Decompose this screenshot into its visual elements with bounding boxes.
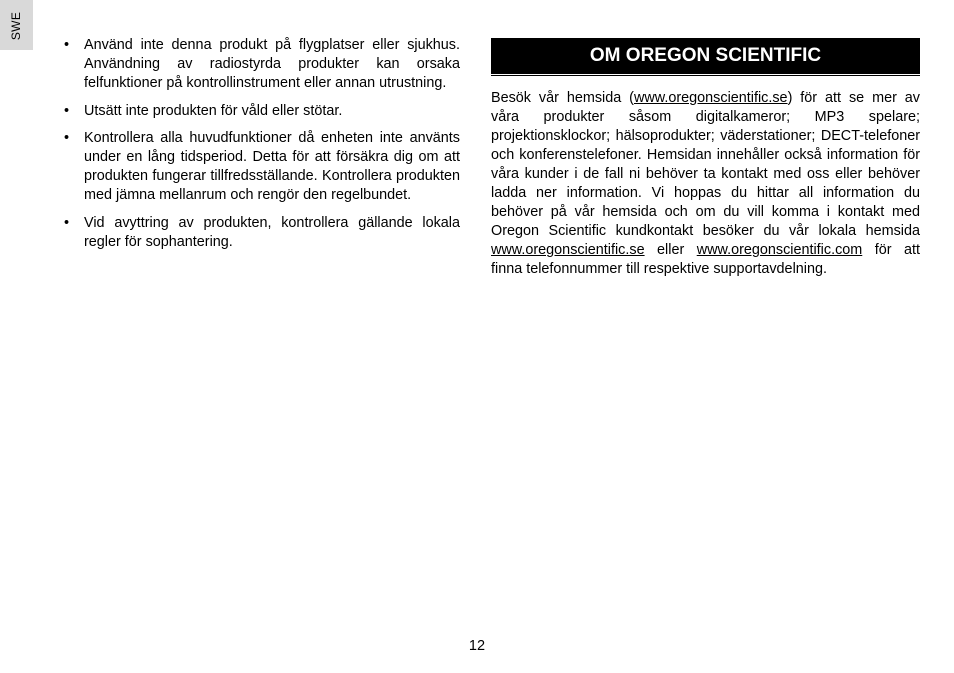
list-item — [63, 36, 460, 94]
language-tab — [0, 0, 33, 50]
bullet: • — [64, 214, 70, 231]
bullet: • — [64, 129, 70, 146]
list-item-text: Utsätt inte produkten för våld eller stötar. — [84, 102, 343, 119]
list-item-text: Kontrollera alla huvudfunktioner då enheten inte använts under en lång tidsperiod. Detta för att försäkra dig om att produkten fungerar tillfredsställande. Kontrollera produkten med jämna mellanrum och rengör den regelbundet. — [84, 129, 460, 204]
language-tab-label: SWE — [9, 11, 23, 41]
website-link-com[interactable]: www.oregonscientific.com — [696, 242, 863, 258]
list-item — [63, 129, 460, 206]
list-item — [63, 214, 460, 252]
section-heading: OM OREGON SCIENTIFIC — [589, 45, 822, 66]
heading-rule — [491, 75, 920, 76]
website-link-se[interactable]: www.oregonscientific.se — [633, 90, 788, 106]
about-text-2: ) för att se mer av våra produkter såsom digitalkameror; MP3 spelare; projektionsklockor; hälsoprodukter; väderstationer; DECT-telefoner och konferenstelefoner. Hemsidan innehåller också information för våra kunder i de fall ni behöver ta kontakt med oss eller behöver ladda ner information. Vi hoppas du hittar all information du behöver på vår hemsida och om du vill komma i kontakt med Oregon Scientific kundkontakt besöker du vår lokala hemsida — [491, 90, 920, 239]
list-item — [63, 102, 460, 121]
list-item-text: Använd inte denna produkt på flygplatser eller sjukhus. Användning av radiostyrda produkter kan orsaka felfunktioner på kontrollinstrument eller annan utrustning. — [84, 37, 460, 92]
page-number: 12 — [468, 638, 486, 654]
about-text-1: Besök vår hemsida ( — [491, 90, 634, 106]
section-heading-bar — [491, 38, 920, 74]
bullet: • — [64, 102, 70, 119]
bullet: • — [64, 37, 70, 53]
safety-list — [63, 36, 460, 252]
safety-section — [63, 36, 460, 260]
about-section — [491, 38, 920, 279]
about-paragraph — [491, 89, 920, 279]
list-item-text: Vid avyttring av produkten, kontrollera gällande lokala regler för sophantering. — [84, 214, 460, 250]
local-website-link[interactable]: www.oregonscientific.se — [491, 242, 645, 258]
about-text-3: eller — [644, 242, 697, 258]
about-text-4: för att finna telefonnummer till respektive supportavdelning. — [491, 242, 920, 277]
